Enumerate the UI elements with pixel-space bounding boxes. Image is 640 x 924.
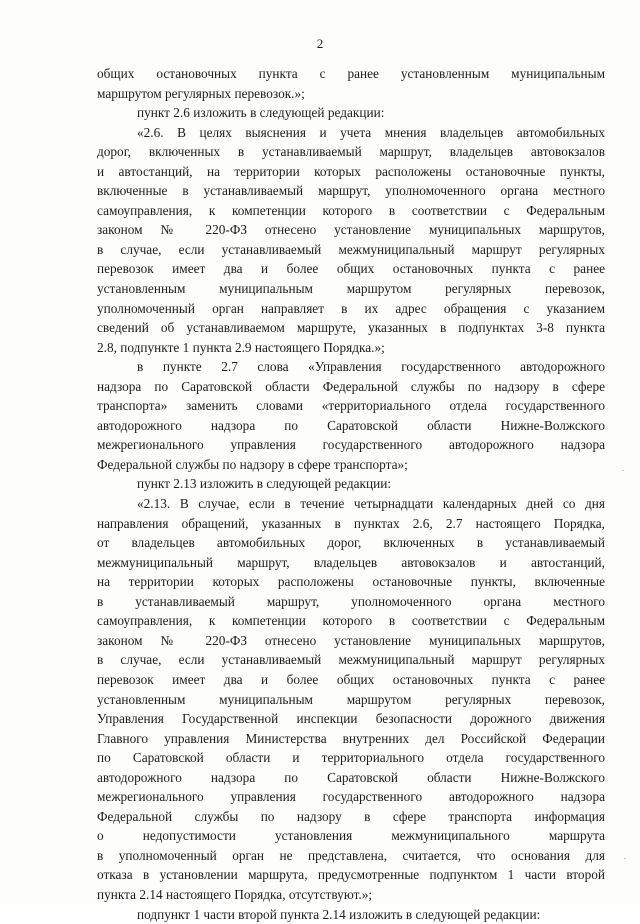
text-line: уполномоченный орган направляет в их адрес обращения с указанием [97, 300, 605, 316]
text-line: дорог, включенных в устанавливаемый маршрут, владельцев автовокзалов [97, 144, 605, 160]
text-line: законом № 220-ФЗ отнесено установление муниципальных маршрутов, [97, 632, 605, 648]
text-line: Федеральной службы по надзору в сфере транспорта информация [97, 808, 605, 824]
text-line: подпункт 1 части второй пункта 2.14 изложить в следующей редакции: [137, 906, 541, 922]
scan-speck [624, 858, 626, 859]
text-line: установленным муниципальным маршрутом регулярных перевозок, [97, 691, 605, 707]
text-line: законом № 220-ФЗ отнесено установление муниципальных маршрутов, [97, 222, 605, 238]
text-line: автодорожного надзора по Саратовской области Нижне-Волжского [97, 769, 605, 785]
text-line: перевозок имеет два и более общих остановочных пункта с ранее [97, 671, 605, 687]
text-line: межрегионального управления государственного автодорожного надзора [97, 789, 605, 805]
text-line: в случае, если устанавливаемый межмуниципальный маршрут регулярных [97, 241, 605, 257]
text-line: включенные в устанавливаемый маршрут, уполномоченного органа местного [97, 183, 605, 199]
text-line: межмуниципальный маршрут, владельцев автовокзалов и автостанций, [97, 554, 605, 570]
text-line: отказа в установлении маршрута, предусмотренные подпунктом 1 части второй [97, 867, 605, 883]
text-line: на территории которых расположены остановочные пункты, включенные [97, 574, 605, 590]
text-line: надзора по Саратовской области Федеральной службы по надзору в сфере [97, 378, 605, 394]
scan-speck [622, 470, 624, 471]
text-line: Управления Государственной инспекции безопасности дорожного движения [97, 711, 605, 727]
text-line: направления обращений, указанных в пунктах 2.6, 2.7 настоящего Порядка, [97, 515, 605, 531]
text-line: и автостанций, на территории которых расположены остановочные пункты, [97, 163, 605, 179]
text-line: маршрутом регулярных перевозок.»; [97, 85, 305, 101]
text-line: пункт 2.13 изложить в следующей редакции: [137, 476, 392, 492]
text-line: пункта 2.14 настоящего Порядка, отсутствуют.»; [97, 886, 373, 902]
text-line: Федеральной службы по надзору в сфере транспорта»; [97, 456, 408, 472]
text-line: самоуправления, к компетенции которого в соответствии с Федеральным [97, 202, 605, 218]
text-line: установленным муниципальным маршрутом регулярных перевозок, [97, 281, 605, 297]
text-line: в пункте 2.7 слова «Управления государственного автодорожного [137, 359, 605, 375]
text-line: «2.6. В целях выяснения и учета мнения владельцев автомобильных [137, 124, 605, 140]
text-line: по Саратовской области и территориального отдела государственного [97, 750, 605, 766]
text-line: общих остановочных пункта с ранее установленным муниципальным [97, 66, 605, 81]
text-line: перевозок имеет два и более общих остановочных пункта с ранее [97, 261, 605, 277]
text-line: о недопустимости установления межмуниципального маршрута [97, 828, 605, 844]
text-line: автодорожного надзора по Саратовской области Нижне-Волжского [97, 417, 605, 433]
text-line: пункт 2.6 изложить в следующей редакции: [137, 105, 385, 121]
text-line: 2.8, подпункте 1 пункта 2.9 настоящего Порядка.»; [97, 339, 385, 355]
text-line: самоуправления, к компетенции которого в соответствии с Федеральным [97, 613, 605, 629]
document-body [97, 64, 605, 924]
text-line: в устанавливаемый маршрут, уполномоченного органа местного [97, 593, 605, 609]
text-line: межрегионального управления государственного автодорожного надзора [97, 437, 605, 453]
text-line: «2.13. В случае, если в течение четырнадцати календарных дней со дня [137, 496, 605, 512]
text-line: от владельцев автомобильных дорог, включенных в устанавливаемый [97, 535, 605, 551]
page-number: 2 [316, 36, 324, 51]
text-line: Главного управления Министерства внутренних дел Российской Федерации [97, 730, 605, 746]
text-line: в случае, если устанавливаемый межмуниципальный маршрут регулярных [97, 652, 605, 668]
text-line: в уполномоченный орган не представлена, считается, что основания для [97, 847, 605, 863]
text-line: сведений об устанавливаемом маршруте, указанных в подпунктах 3-8 пункта [97, 320, 605, 336]
text-line: транспорта» заменить словами «территориального отдела государственного [97, 398, 605, 414]
